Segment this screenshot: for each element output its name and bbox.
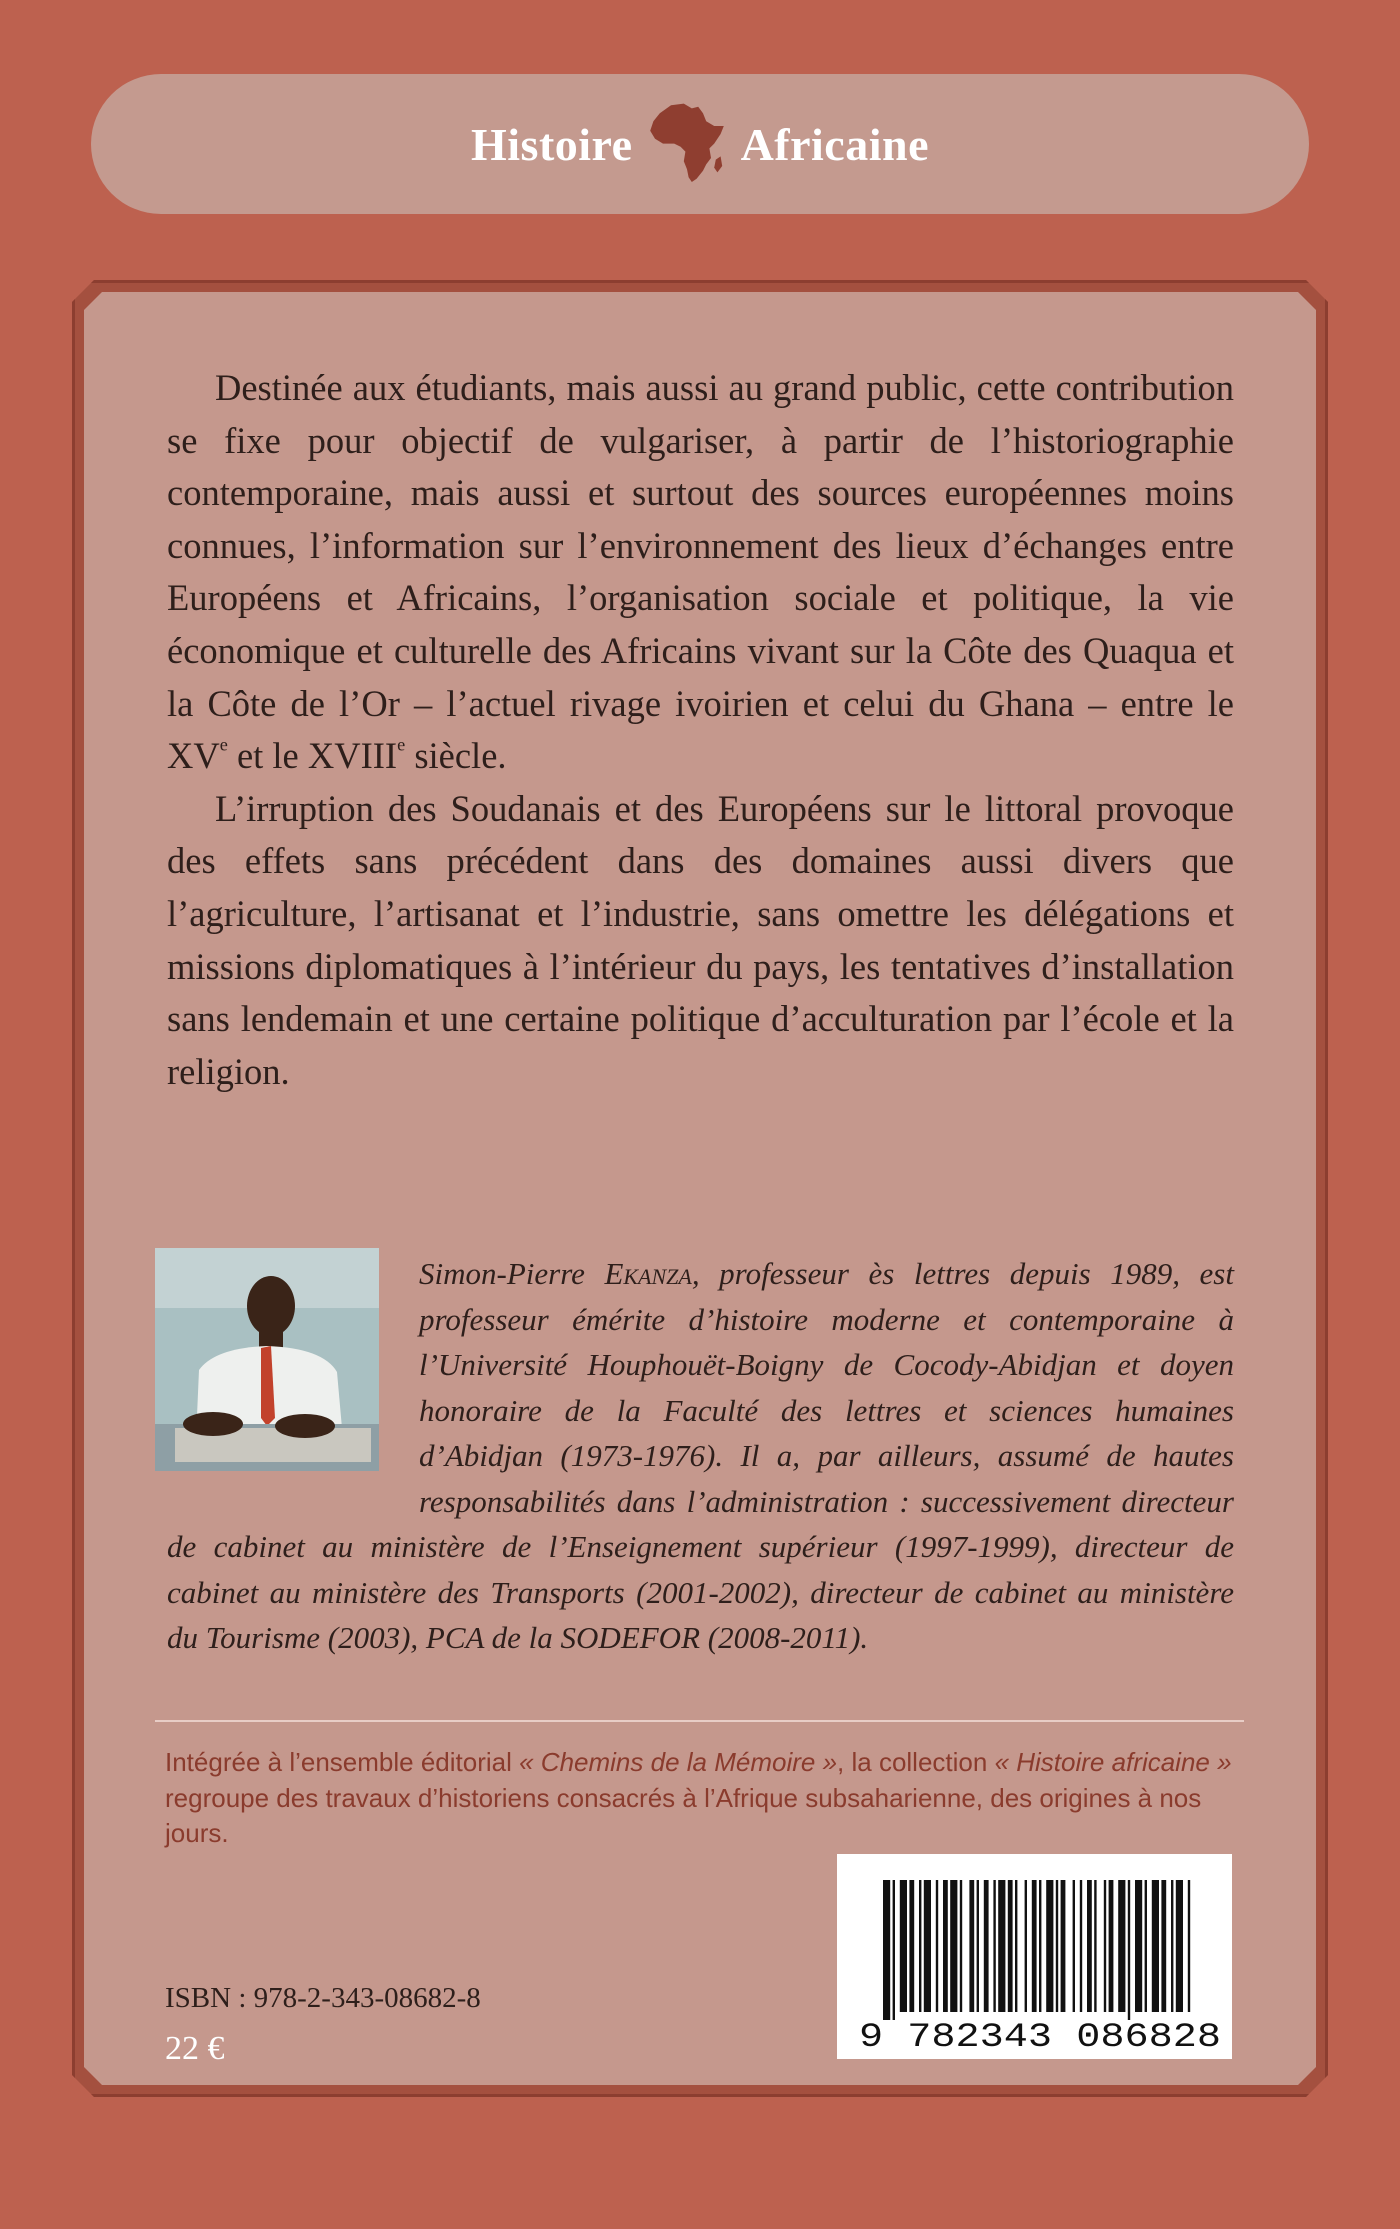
barcode-bar — [1152, 1880, 1159, 2012]
barcode-bar — [1128, 1880, 1130, 2020]
barcode-bar — [1046, 1880, 1053, 2012]
collection-name: « Histoire africaine » — [994, 1747, 1232, 1777]
series-name: « Chemins de la Mémoire » — [519, 1747, 838, 1777]
barcode-bar — [977, 1880, 979, 2012]
photo-spacer — [167, 1251, 419, 1479]
author-bio-text: , professeur ès lettres depuis 1989, est professeur émérite d’histoire moderne et contemporaine à l’Université Houphouët-Boigny de Cocody-Abidjan et doyen honoraire de la Faculté des lettres et sciences humaines d’Abidjan (1973-1976). Il a, par ailleurs, assumé de hautes responsabilités dans l’administration : successivement directeur de cabinet au ministère de l’Enseignement supérieur (1997-1999), directeur de cabinet au ministère des Transports (2001-2002), directeur de cabinet au ministère du Tourisme (2003), PCA de la SODEFOR (2008-2011). — [167, 1256, 1234, 1655]
barcode-bar — [993, 1880, 995, 2012]
isbn: ISBN : 978-2-343-08682-8 — [165, 1982, 481, 2014]
barcode-bar — [1032, 1880, 1037, 2012]
barcode-bar — [969, 1880, 974, 2012]
blurb-paragraph-2: L’irruption des Soudanais et des Européens sur le littoral provoque des effets sans précédent dans des domaines aussi divers que l’agriculture, l’artisanat et l’industrie, sans omettre les délégations et missions diplomatiques à l’intérieur du pays, les tentatives d’installation sans lendemain et une certaine politique d’acculturation par l’école et la religion. — [167, 787, 1234, 1092]
barcode-bar — [1171, 1880, 1173, 2012]
barcode-bar — [919, 1880, 921, 2012]
barcode-bar — [936, 1880, 938, 2012]
barcode-bar — [943, 1880, 948, 2012]
barcode-bar — [1135, 1880, 1142, 2012]
book-blurb — [167, 362, 1234, 1098]
barcode-bar — [1188, 1880, 1190, 2012]
header-banner — [91, 74, 1309, 214]
barcode-bar — [960, 1880, 962, 2012]
barcode-bar — [1015, 1880, 1017, 2012]
barcode-digits: 9 782343 086828 — [859, 2019, 1221, 2057]
barcode-bar — [900, 1880, 907, 2012]
barcode-bar — [1039, 1880, 1041, 2012]
africa-map-icon — [647, 102, 727, 186]
blurb-paragraph-1: Destinée aux étudiants, mais aussi au grand public, cette contribution se fixe pour objectif de vulgariser, à partir de l’historiographie contemporaine, mais aussi et surtout des sources européennes moins connues, l’information sur l’environnement des lieux d’échanges entre Européens et Africains, l’organisation sociale et politique, la vie économique et culturelle des Africains vivant sur la Côte des Quaqua et la Côte de l’Or – l’actuel rivage ivoirien et celui du Ghana – entre le XVe et le XVIIIe siècle. — [167, 367, 1234, 777]
barcode-bar — [1161, 1880, 1166, 2012]
barcode-bar — [1145, 1880, 1147, 2012]
barcode-bar — [1061, 1880, 1066, 2012]
barcode-bar — [893, 1880, 895, 2020]
barcode-bar — [1056, 1880, 1058, 2012]
barcode-bar — [1094, 1880, 1096, 2012]
barcode-bar — [950, 1880, 957, 2012]
barcode-bar — [1080, 1880, 1082, 2012]
barcode-bar — [1109, 1880, 1114, 2012]
barcode-bar — [883, 1880, 890, 2020]
price: 22 € — [165, 2030, 225, 2067]
barcode-bars — [837, 1854, 1232, 2059]
barcode-bar — [1176, 1880, 1183, 2012]
barcode — [837, 1854, 1232, 2059]
collection-title — [471, 102, 929, 186]
barcode-bar — [1008, 1880, 1013, 2012]
barcode-bar — [924, 1880, 931, 2012]
barcode-bar — [998, 1880, 1005, 2012]
barcode-bar — [984, 1880, 989, 2012]
section-divider — [155, 1720, 1244, 1722]
barcode-bar — [1087, 1880, 1092, 2012]
barcode-bar — [1118, 1880, 1125, 2012]
barcode-bar — [1104, 1880, 1106, 2012]
collection-note: Intégrée à l’ensemble éditorial « Chemins de la Mémoire », la collection « Histoire africaine » regroupe des travaux d’historiens consacrés à l’Afrique subsaharienne, des origines à nos jours. — [165, 1747, 1232, 1848]
barcode-bar — [909, 1880, 914, 2012]
author-bio — [167, 1251, 1234, 1661]
title-left: Histoire — [470, 118, 633, 170]
barcode-bar — [1025, 1880, 1027, 2012]
title-right: Africaine — [740, 118, 929, 170]
author-last-name: Ekanza — [604, 1256, 692, 1291]
barcode-bar — [1073, 1880, 1075, 2012]
author-first-name: Simon-Pierre — [419, 1256, 605, 1291]
